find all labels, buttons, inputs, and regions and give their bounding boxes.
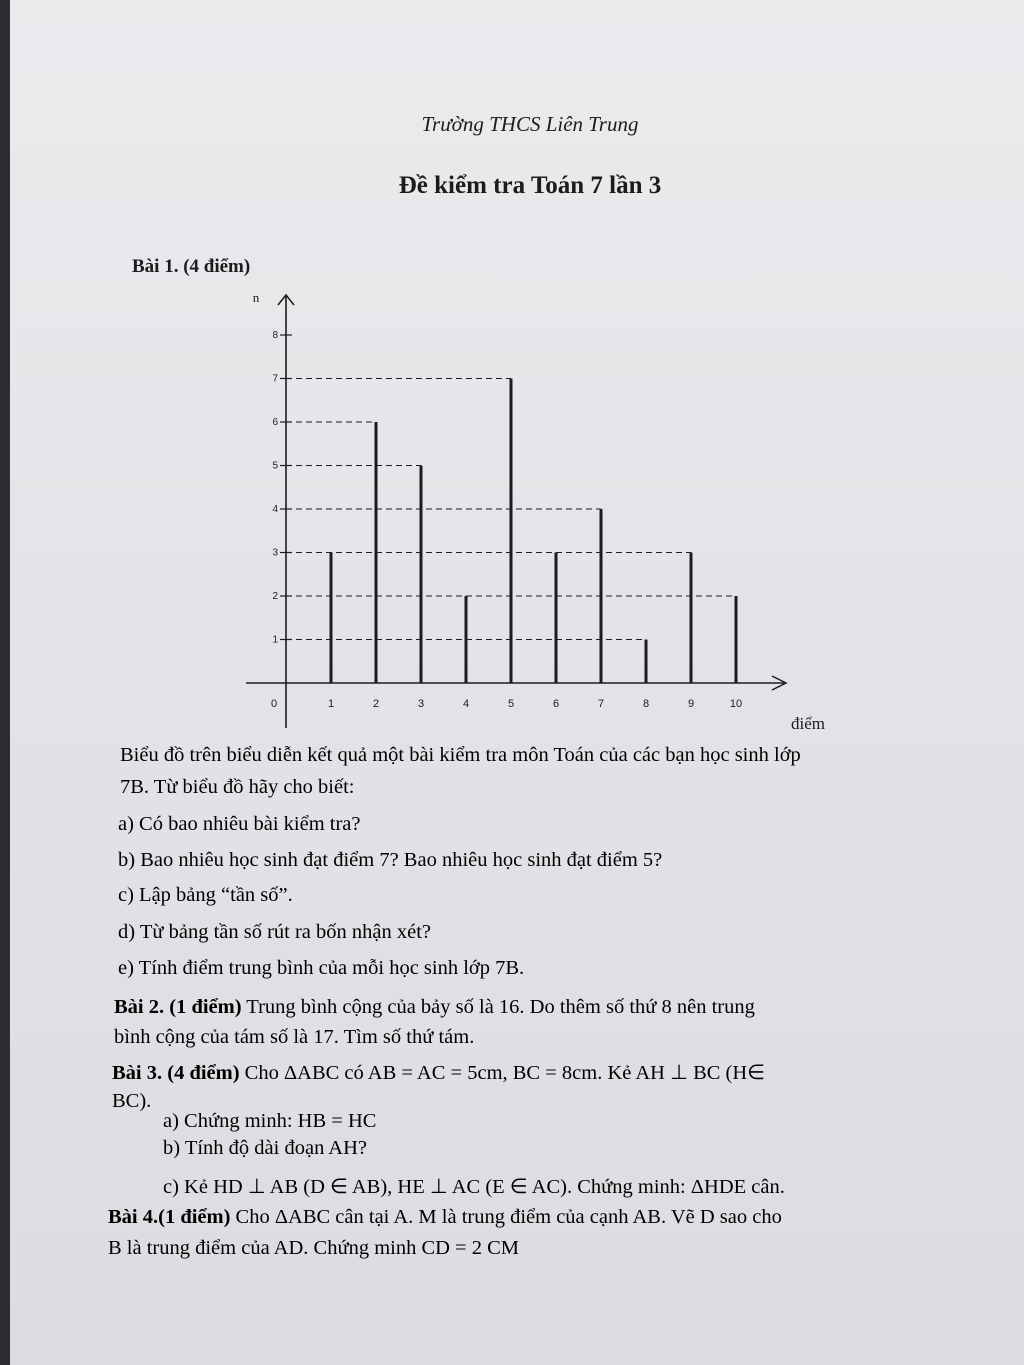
x-tick-label-4: 4 <box>462 698 470 710</box>
question-b: b) Bao nhiêu học sinh đạt điểm 7? Bao nhiêu học sinh đạt điểm 5? <box>118 849 663 871</box>
exercise3-item-b: b) Tính độ dài đoạn AH? <box>163 1137 368 1159</box>
y-axis-label: n <box>252 290 260 305</box>
question-c: c) Lập bảng “tần số”. <box>118 884 293 906</box>
y-tick-label-8: 8 <box>272 330 278 341</box>
exercise3-heading: Bài 3. (4 điểm) <box>112 1062 240 1084</box>
x-tick-label-2: 2 <box>372 698 380 710</box>
y-tick-label-3: 3 <box>272 547 278 559</box>
exercise1-heading: Bài 1. (4 điểm) <box>132 256 251 277</box>
exercise4-text1: Cho ΔABC cân tại A. M là trung điểm của cạnh AB. Vẽ D sao cho <box>230 1206 782 1228</box>
exercise4-line1 <box>108 1206 782 1229</box>
exercise4-line2: B là trung điểm của AD. Chứng minh CD = 2 CM <box>108 1237 520 1259</box>
x-tick-label-7: 7 <box>597 698 605 710</box>
y-tick-label-5: 5 <box>272 460 278 472</box>
x-tick-label-6: 6 <box>552 698 560 710</box>
exercise1-intro-line1: Biểu đồ trên biểu diễn kết quả một bài kiểm tra môn Toán của các bạn học sinh lớp <box>120 744 801 766</box>
exercise2-line2: bình cộng của tám số là 17. Tìm số thứ tám. <box>114 1026 475 1048</box>
x-tick-label-1: 1 <box>327 698 335 710</box>
x-tick-label-3: 3 <box>417 698 425 710</box>
exercise3-item-a: a) Chứng minh: HB = HC <box>163 1110 377 1132</box>
exercise3-text1: Cho ΔABC có AB = AC = 5cm, BC = 8cm. Kẻ AH ⊥ BC (H∈ <box>239 1062 766 1084</box>
origin-label: 0 <box>270 698 278 710</box>
x-axis-label: điểm <box>791 714 825 733</box>
exercise3-item-c: c) Kẻ HD ⊥ AB (D ∈ AB), HE ⊥ AC (E ∈ AC). Chứng minh: ΔHDE cân. <box>163 1176 785 1198</box>
exercise1-intro-line2: 7B. Từ biểu đồ hãy cho biết: <box>120 776 355 798</box>
x-tick-label-8: 8 <box>642 698 650 710</box>
exercise2-line1 <box>114 996 755 1019</box>
exam-title: Đề kiểm tra Toán 7 lần 3 <box>398 172 662 199</box>
y-tick-label-6: 6 <box>272 417 278 428</box>
x-tick-label-9: 9 <box>687 698 695 710</box>
exercise3-line2: BC). <box>112 1090 152 1112</box>
x-tick-label-5: 5 <box>507 698 515 710</box>
x-tick-label-10: 10 <box>729 698 743 710</box>
school-name: Trường THCS Liên Trung <box>421 112 639 136</box>
exercise2-text1: Trung bình cộng của bảy số là 16. Do thêm số thứ 8 nên trung <box>241 996 755 1018</box>
question-e: e) Tính điểm trung bình của mỗi học sinh lớp 7B. <box>118 957 525 979</box>
exercise4-heading: Bài 4.(1 điểm) <box>108 1206 231 1228</box>
exercise3-line1 <box>112 1060 765 1085</box>
question-a: a) Có bao nhiêu bài kiểm tra? <box>118 813 361 835</box>
y-tick-label-1: 1 <box>272 634 278 646</box>
y-tick-label-4: 4 <box>272 504 278 515</box>
y-tick-label-7: 7 <box>272 373 278 385</box>
question-d: d) Từ bảng tần số rút ra bốn nhận xét? <box>118 921 432 943</box>
exercise2-heading: Bài 2. (1 điểm) <box>114 996 242 1018</box>
y-tick-label-2: 2 <box>272 591 278 602</box>
